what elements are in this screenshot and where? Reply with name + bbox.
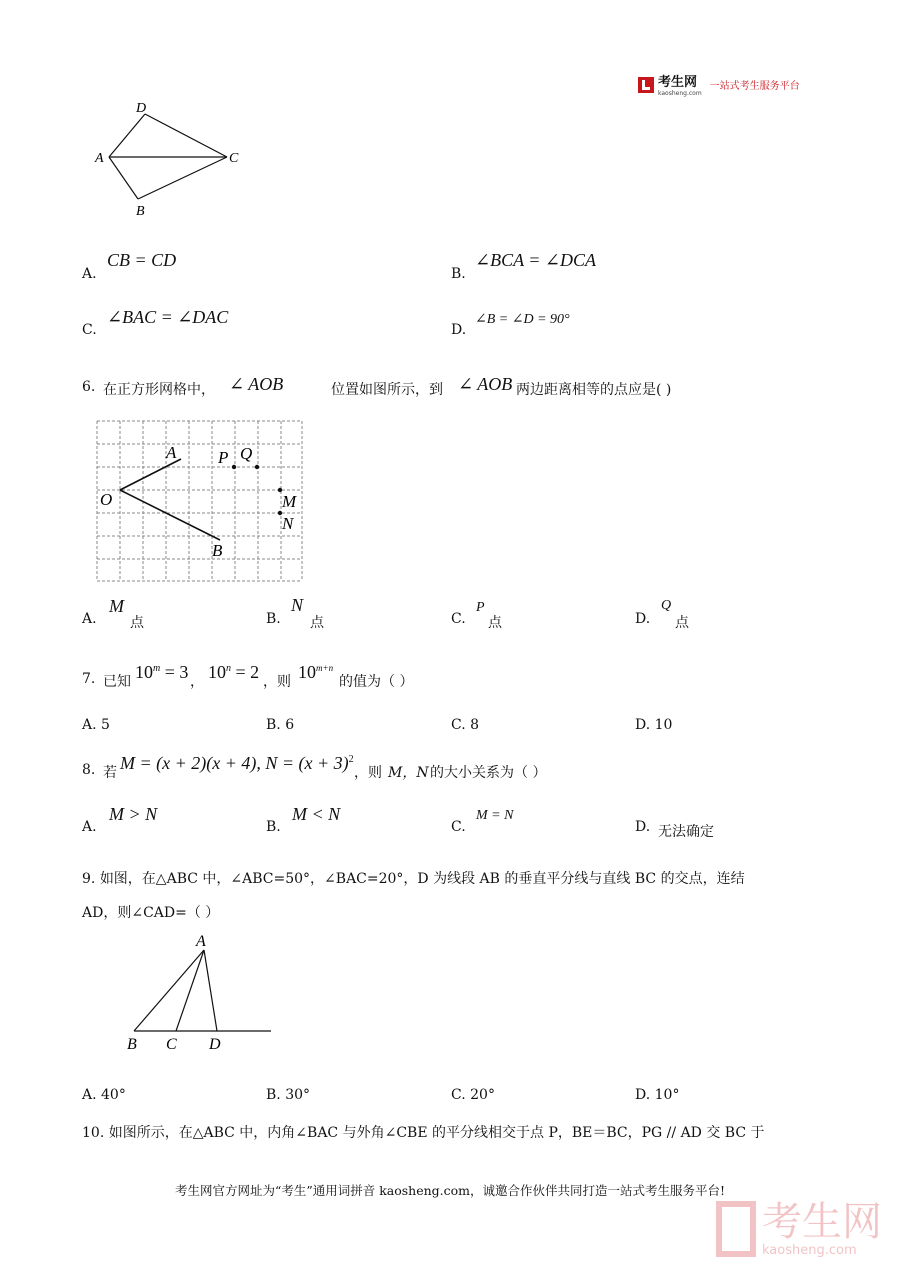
q6-angle2: ∠ AOB: [458, 374, 513, 394]
q5-label-d: D: [136, 101, 147, 116]
q6-option-d-suffix: 点: [675, 615, 689, 631]
q9-edge-ab: [134, 950, 204, 1031]
q7-expr1-base: 10: [135, 662, 153, 682]
q5-option-b-text: ∠BCA = ∠DCA: [475, 250, 596, 270]
q9-label-c: C: [166, 1036, 177, 1053]
q6-option-d-var: Q: [661, 598, 672, 613]
watermark: [716, 1200, 882, 1258]
q5-label-a: A: [95, 151, 104, 166]
q6-ray-ob: [120, 490, 220, 540]
q5-option-d-letter: D.: [451, 322, 467, 338]
q7-pre: 已知: [103, 674, 131, 690]
q9-option-c: C. 20°: [451, 1087, 495, 1103]
q6-option-b-var: N: [291, 595, 304, 615]
q5-edge-dc: [145, 114, 227, 157]
q8-expr-main: M = (x + 2)(x + 4), N = (x + 3): [120, 753, 349, 773]
q10-line: [82, 1122, 765, 1142]
header-logo: [638, 72, 800, 97]
q7-option-c: C. 8: [451, 717, 480, 733]
kaosheng-logo-icon: [638, 77, 654, 93]
q7-expr3: [298, 662, 333, 683]
watermark-name: 考生网: [762, 1199, 882, 1245]
q9-figure: [124, 930, 274, 1055]
q8-number: 8.: [82, 762, 96, 778]
q6-label-o: O: [100, 490, 113, 509]
q5-edge-ab: [109, 157, 138, 199]
q6-option-d-letter: D.: [635, 611, 651, 627]
q7-expr2-base: 10: [208, 662, 226, 682]
q6-angle: ∠ AOB: [229, 374, 284, 394]
q6-label-m: M: [282, 492, 297, 511]
q8-option-a-letter: A.: [82, 819, 97, 835]
q5-figure: [90, 96, 250, 221]
q5-edge-bc: [138, 157, 227, 199]
logo-name: 考生网: [658, 75, 698, 90]
q5-option-a-letter: A.: [82, 266, 97, 282]
q9-label-b: B: [127, 1036, 137, 1053]
q5-option-d-text: ∠B = ∠D = 90°: [475, 312, 570, 327]
q6-ray-oa: [120, 459, 181, 490]
q9-option-d: D. 10°: [635, 1087, 680, 1103]
q6-option-a-suffix: 点: [130, 615, 144, 631]
q6-point-p: [232, 465, 236, 469]
q9-edge-ac: [176, 950, 204, 1031]
q7-expr1-rest: = 3: [160, 662, 189, 682]
q7-then: ，则: [263, 674, 291, 690]
q6-label-p: P: [218, 448, 229, 467]
q9-line1-text: 如图，在△ABC 中，∠ABC=50°，∠BAC=20°，D 为线段 AB 的垂直平分线与直线 BC 的交点，连结: [99, 871, 745, 887]
q7-expr2: [208, 662, 259, 683]
q6-label-a: A: [166, 443, 177, 462]
q5-option-c-letter: C.: [82, 322, 97, 338]
q8-post2: 的大小关系为（ ）: [430, 765, 547, 781]
q8-option-c-letter: C.: [451, 819, 466, 835]
q8-option-b-text: M < N: [292, 804, 341, 824]
q5-option-b-letter: B.: [451, 266, 466, 282]
q6-point-q: [255, 465, 259, 469]
q6-grid-figure: [94, 418, 306, 584]
q6-option-c-var: P: [476, 600, 485, 615]
q7-option-b: B. 6: [266, 717, 295, 733]
q8-expr: [120, 753, 354, 774]
q8-option-d-text: 无法确定: [658, 824, 714, 840]
q6-label-b: B: [212, 541, 223, 560]
q6-grid-lines: [97, 421, 302, 581]
logo-url: kaosheng.com: [658, 90, 702, 97]
q7-expr3-exp: m+n: [316, 663, 334, 673]
q10-number: 10.: [82, 1125, 105, 1141]
q8-expr-exp: 2: [348, 754, 354, 765]
q6-label-n: N: [282, 514, 294, 533]
q7-comma: ，: [190, 674, 204, 690]
q8-vars: M，N: [388, 765, 429, 781]
q6-pre: 在正方形网格中，: [103, 382, 215, 398]
watermark-url: kaosheng.com: [762, 1243, 857, 1258]
q9-number: 9.: [82, 871, 96, 887]
q9-option-b: B. 30°: [266, 1087, 311, 1103]
q7-expr2-rest: = 2: [231, 662, 260, 682]
footer-text: 考生网官方网址为“考生”通用词拼音 kaosheng.com，诚邀合作伙伴共同打造一站式考生服务平台!: [174, 1183, 726, 1198]
watermark-logo-icon: [716, 1201, 756, 1257]
q6-option-a-letter: A.: [82, 611, 97, 627]
q7-expr2-exp: n: [226, 663, 231, 674]
q7-expr1-exp: m: [153, 663, 161, 674]
q6-post: 两边距离相等的点应是( ): [516, 382, 672, 398]
q9-line2: AD，则∠CAD=（ ）: [82, 905, 220, 921]
q9-label-a: A: [196, 933, 206, 950]
q5-option-c-text: ∠BAC = ∠DAC: [107, 307, 229, 327]
q9-edge-ad: [204, 950, 217, 1031]
q10-text: 如图所示，在△ABC 中，内角∠BAC 与外角∠CBE 的平分线相交于点 P，BE＝BC，PG // AD 交 BC 于: [108, 1125, 765, 1141]
logo-slogan: 一站式考生服务平台: [709, 81, 800, 92]
q7-option-d: D. 10: [635, 717, 673, 733]
q5-edge-ad: [109, 114, 145, 157]
q6-number: 6.: [82, 379, 96, 395]
q8-option-a-text: M > N: [109, 804, 158, 824]
q8-option-b-letter: B.: [266, 819, 281, 835]
q7-expr3-base: 10: [298, 662, 316, 682]
q9-label-d: D: [209, 1036, 221, 1053]
q7-number: 7.: [82, 671, 96, 687]
q6-option-b-letter: B.: [266, 611, 281, 627]
q6-label-q: Q: [240, 444, 253, 463]
q5-label-b: B: [136, 204, 145, 219]
q9-line1: [82, 868, 745, 888]
q6-option-c-letter: C.: [451, 611, 466, 627]
q8-pre: 若: [103, 765, 117, 781]
q5-label-c: C: [229, 151, 239, 166]
q8-option-c-text: M = N: [476, 808, 514, 823]
q5-option-a-text: CB = CD: [107, 250, 177, 270]
q6-option-a-var: M: [109, 596, 124, 616]
q7-expr1: [135, 662, 188, 683]
q9-option-a: A. 40°: [82, 1087, 126, 1103]
q8-post: ，则: [354, 765, 382, 781]
q6-mid: 位置如图所示，到: [331, 382, 443, 398]
q8-option-d-letter: D.: [635, 819, 651, 835]
q6-option-b-suffix: 点: [310, 615, 324, 631]
q6-option-c-suffix: 点: [488, 615, 502, 631]
q7-option-a: A. 5: [82, 717, 110, 733]
q7-post: 的值为（ ）: [339, 674, 414, 690]
